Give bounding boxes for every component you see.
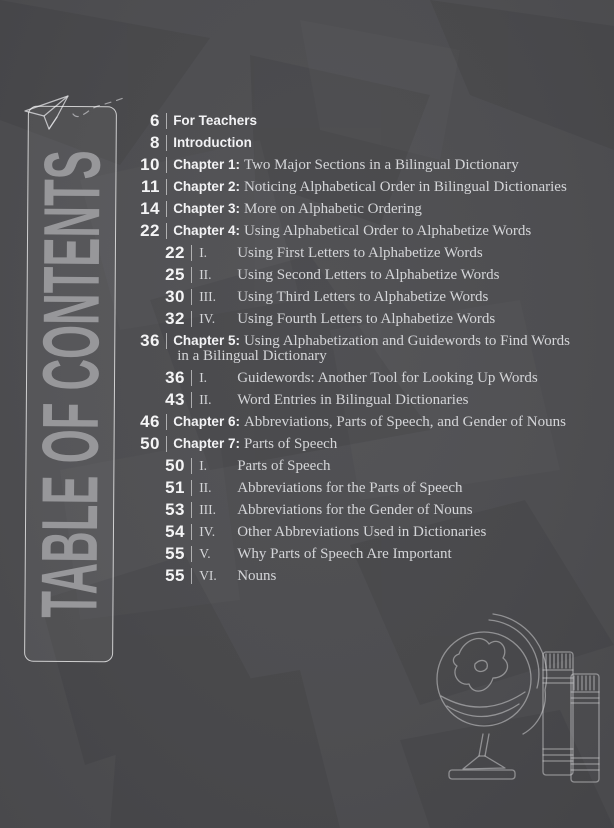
page-number: 8	[150, 133, 160, 152]
row-separator	[191, 458, 192, 474]
page-number: 11	[141, 177, 160, 196]
toc-row	[138, 499, 608, 521]
row-separator	[191, 502, 192, 518]
section-numeral: IV.	[199, 311, 216, 326]
toc-row	[138, 220, 608, 242]
chapter-title-line2: in a Bilingual Dictionary	[177, 348, 327, 364]
globe-icon	[437, 614, 547, 779]
chapter-label: Chapter 4:	[173, 223, 240, 238]
page-number: 55	[165, 566, 185, 585]
row-separator	[191, 392, 192, 408]
toc-row	[138, 411, 608, 433]
row-separator	[166, 201, 167, 217]
section-numeral: IV.	[199, 524, 216, 539]
section-numeral: II.	[199, 267, 212, 282]
row-separator	[166, 333, 167, 349]
section-title: Using Fourth Letters to Alphabetize Words	[237, 310, 496, 327]
section-title: Other Abbreviations Used in Dictionaries	[237, 523, 487, 540]
section-numeral: III.	[199, 502, 217, 517]
chapter-title: Noticing Alphabetical Order in Bilingual Dictionaries	[243, 179, 567, 195]
section-numeral: II.	[199, 392, 212, 407]
toc-row	[138, 308, 608, 330]
chapter-label: Chapter 6:	[173, 414, 240, 429]
toc-row	[138, 565, 608, 587]
section-numeral: V.	[199, 546, 211, 561]
vertical-title: TABLE OF CONTENTS	[23, 149, 117, 619]
row-separator	[191, 568, 192, 584]
toc-list	[138, 110, 608, 587]
chapter-title: Using Alphabetical Order to Alphabetize Words	[243, 223, 532, 239]
chapter-label: Chapter 7:	[173, 436, 240, 451]
section-numeral: I.	[199, 370, 208, 385]
row-separator	[191, 546, 192, 562]
row-separator	[166, 179, 167, 195]
page-number: 53	[165, 500, 185, 519]
page-number: 14	[140, 199, 160, 218]
front-title: Introduction	[173, 135, 252, 150]
page-number: 36	[140, 331, 160, 350]
section-title: Using Third Letters to Alphabetize Words	[237, 288, 489, 305]
toc-row	[138, 477, 608, 499]
section-title: Guidewords: Another Tool for Looking Up Words	[237, 369, 538, 386]
toc-row	[138, 132, 608, 154]
toc-row	[138, 242, 608, 264]
toc-banner	[24, 106, 117, 663]
page-number: 10	[140, 155, 160, 174]
page-number: 30	[165, 287, 185, 306]
page-number: 46	[140, 412, 160, 431]
section-title: Using First Letters to Alphabetize Words	[237, 244, 483, 261]
row-separator	[166, 113, 167, 129]
row-separator	[166, 436, 167, 452]
section-title: Parts of Speech	[237, 457, 331, 474]
page-number: 43	[165, 390, 185, 409]
chapter-title: Parts of Speech	[243, 436, 338, 452]
toc-row	[138, 110, 608, 132]
chapter-label: Chapter 1:	[173, 157, 240, 172]
row-separator	[166, 223, 167, 239]
chapter-label: Chapter 3:	[173, 201, 240, 216]
section-title: Nouns	[237, 567, 277, 584]
toc-row	[138, 154, 608, 176]
section-title: Abbreviations for the Parts of Speech	[237, 479, 463, 496]
toc-row	[138, 367, 608, 389]
front-title: For Teachers	[173, 113, 257, 128]
chapter-title: Using Alphabetization and Guidewords to Find Words	[243, 333, 570, 349]
row-separator	[191, 245, 192, 261]
page-number: 54	[165, 522, 185, 541]
page-number: 55	[165, 544, 185, 563]
globe-books-illustration	[425, 608, 611, 818]
section-numeral: III.	[199, 289, 217, 304]
page-number: 22	[140, 221, 160, 240]
section-numeral: I.	[199, 458, 208, 473]
toc-row	[138, 521, 608, 543]
page-number: 22	[165, 243, 185, 262]
chapter-label: Chapter 5:	[173, 333, 240, 348]
section-numeral: VI.	[199, 568, 217, 583]
page-number: 50	[140, 434, 160, 453]
page-number: 51	[165, 478, 185, 497]
chapter-title: More on Alphabetic Ordering	[243, 201, 422, 217]
books-icon	[543, 652, 599, 782]
page-number: 32	[165, 309, 185, 328]
toc-row	[138, 198, 608, 220]
row-separator	[166, 135, 167, 151]
section-title: Using Second Letters to Alphabetize Words	[237, 266, 500, 283]
row-separator	[191, 524, 192, 540]
chapter-label: Chapter 2:	[173, 179, 240, 194]
page-number: 25	[165, 265, 185, 284]
toc-row	[138, 389, 608, 411]
page-number: 50	[165, 456, 185, 475]
row-separator	[166, 157, 167, 173]
row-separator	[191, 370, 192, 386]
page-number: 6	[150, 111, 160, 130]
section-title: Why Parts of Speech Are Important	[237, 545, 452, 562]
page-number: 36	[165, 368, 185, 387]
toc-row	[138, 455, 608, 477]
toc-row	[138, 176, 608, 198]
section-title: Abbreviations for the Gender of Nouns	[237, 501, 473, 518]
row-separator	[166, 414, 167, 430]
row-separator	[191, 480, 192, 496]
section-title: Word Entries in Bilingual Dictionaries	[237, 391, 469, 408]
toc-row	[138, 286, 608, 308]
toc-row	[138, 433, 608, 455]
toc-row	[138, 264, 608, 286]
toc-row	[138, 543, 608, 565]
toc-row	[138, 330, 608, 367]
chapter-title: Abbreviations, Parts of Speech, and Gender of Nouns	[243, 414, 566, 430]
row-separator	[191, 289, 192, 305]
row-separator	[191, 311, 192, 327]
section-numeral: II.	[199, 480, 212, 495]
row-separator	[191, 267, 192, 283]
section-numeral: I.	[199, 245, 208, 260]
chapter-title: Two Major Sections in a Bilingual Dictionary	[243, 157, 519, 173]
